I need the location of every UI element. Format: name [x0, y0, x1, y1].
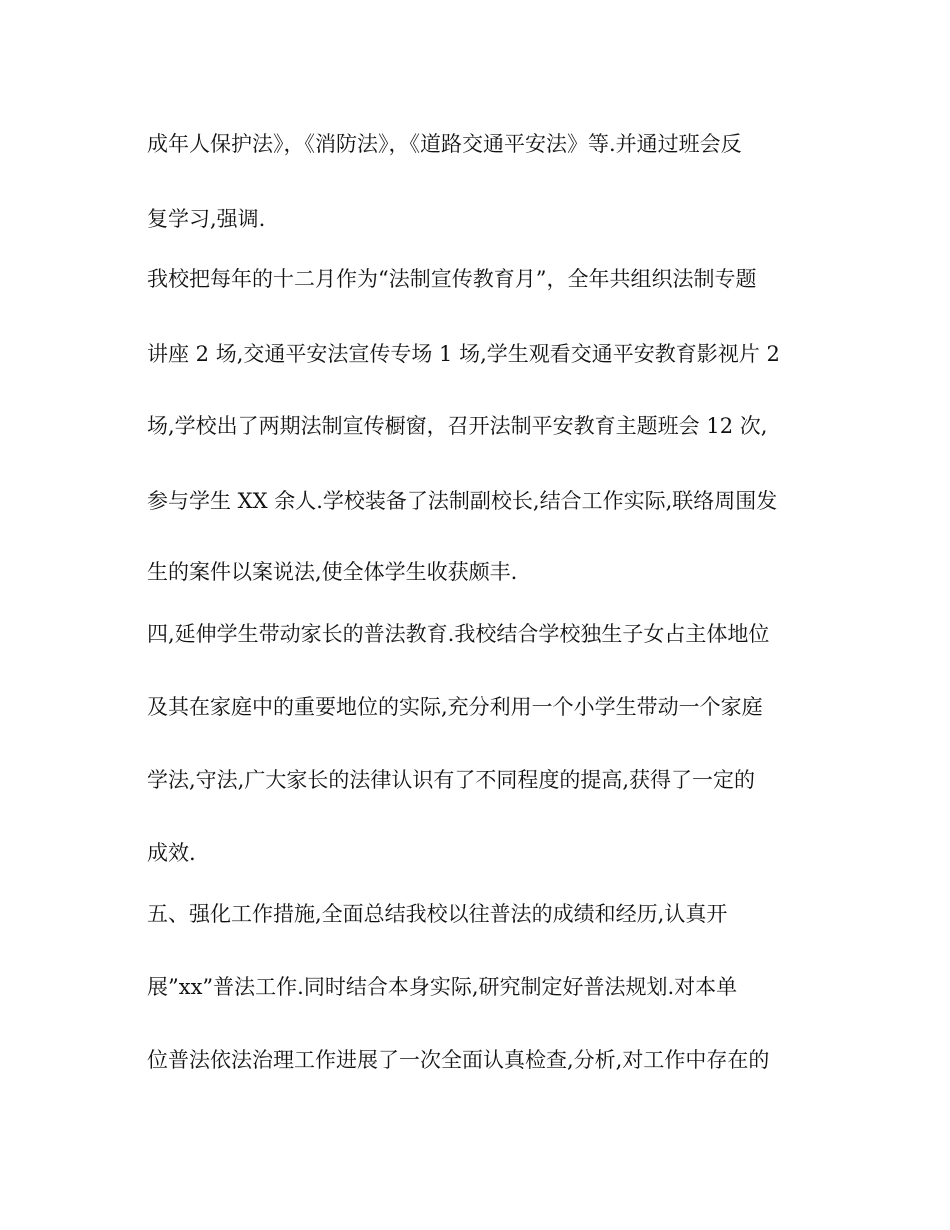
text-line-3: 我校把每年的十二月作为“法制宣传教育月”，全年共组织法制专题 — [147, 267, 757, 291]
text-line-9: 及其在家庭中的重要地位的实际,充分利用一个小学生带动一个家庭 — [147, 695, 763, 719]
text-line-4: 讲座 2 场,交通平安法宣传专场 1 场,学生观看交通平安教育影视片 2 — [147, 342, 780, 366]
text-line-8: 四,延伸学生带动家长的普法教育.我校结合学校独生子女占主体地位 — [147, 622, 770, 646]
text-line-13: 展”xx”普法工作.同时结合本身实际,研究制定好普法规划.对本单 — [147, 975, 738, 999]
text-line-2: 复学习,强调. — [147, 207, 266, 231]
text-line-7: 生的案件以案说法,使全体学生收获颇丰. — [147, 560, 518, 584]
text-line-6: 参与学生 XX 余人.学校装备了法制副校长,结合工作实际,联络周围发 — [147, 489, 778, 513]
text-line-5: 场,学校出了两期法制宣传橱窗，召开法制平安教育主题班会 12 次, — [147, 414, 768, 438]
text-line-11: 成效. — [147, 841, 196, 865]
text-line-14: 位普法依法治理工作进展了一次全面认真检查,分析,对工作中存在的 — [147, 1048, 770, 1072]
text-line-1: 成年人保护法》，《消防法》，《道路交通平安法》等.并通过班会反 — [147, 132, 742, 156]
text-line-10: 学法,守法,广大家长的法律认识有了不同程度的提高,获得了一定的 — [147, 768, 756, 792]
text-line-12: 五、强化工作措施,全面总结我校以往普法的成绩和经历,认真开 — [147, 902, 728, 926]
